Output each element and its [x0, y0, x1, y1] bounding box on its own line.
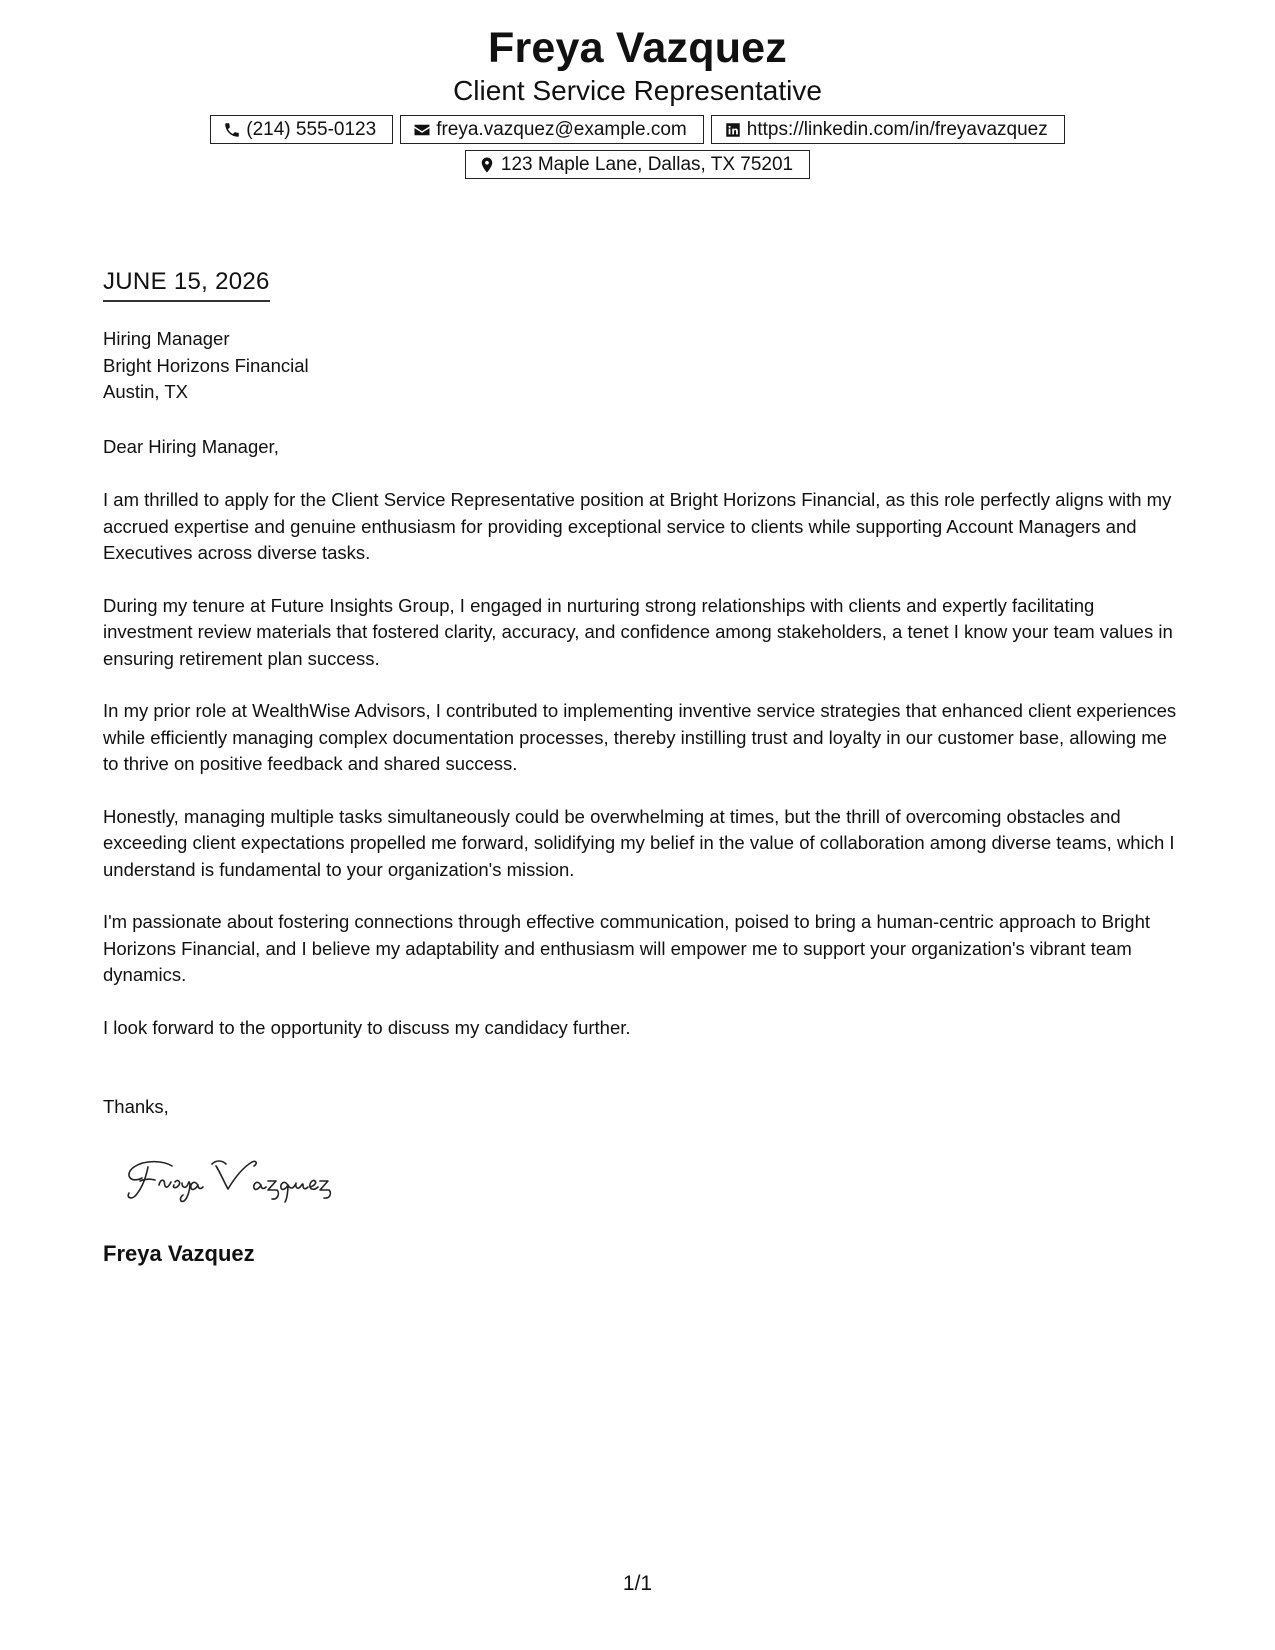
- body-paragraph: I look forward to the opportunity to discuss my candidacy further.: [103, 1016, 631, 1038]
- linkedin-text: https://linkedin.com/in/freyavazquez: [746, 119, 1048, 140]
- contact-row-primary: [0, 115, 1275, 144]
- closing: Thanks,: [103, 1096, 169, 1117]
- body-paragraph: I'm passionate about fostering connections through effective communication, poised to bring a human-centric approach to Bright Horizons Financial, and I believe my adaptability and enthusiasm will empower me to support your organization's vibrant team dynamics.: [103, 911, 1150, 985]
- recipient-line: Bright Horizons Financial: [103, 354, 309, 376]
- body-paragraph: During my tenure at Future Insights Group, I engaged in nurturing strong relationships with clients and expertly facilitating investment review materials that fostered clarity, accuracy, and confidence among stakeholders, a tenet I know your team values in ensuring retirement plan success.: [103, 594, 1173, 669]
- job-title: Client Service Representative: [453, 75, 822, 106]
- body-paragraph: I am thrilled to apply for the Client Service Representative position at Bright Horizons Financial, as this role perfectly aligns with my accrued expertise and genuine enthusiasm for providing exceptional service to clients while supporting Account Managers and Executives across diverse tasks.: [103, 489, 1172, 563]
- signer-name: Freya Vazquez: [103, 1241, 255, 1266]
- phone-chip[interactable]: [210, 115, 393, 144]
- address-chip[interactable]: [465, 150, 810, 179]
- map-pin-icon: [478, 156, 496, 174]
- recipient-line: Austin, TX: [103, 381, 189, 402]
- letter-header: [0, 22, 1275, 179]
- email-text: freya.vazquez@example.com: [436, 119, 687, 140]
- email-chip[interactable]: [400, 115, 704, 144]
- phone-icon: [223, 121, 241, 139]
- address-text: 123 Maple Lane, Dallas, TX 75201: [500, 154, 794, 175]
- recipient-line: Hiring Manager: [103, 328, 230, 349]
- body-paragraph: Honestly, managing multiple tasks simultaneously could be overwhelming at times, but the thrill of overcoming obstacles and exceeding client expectations propelled me forward, solidifying my belief in the value of collaboration among diverse teams, which I understand is fundamental to your organization's mission.: [103, 805, 1175, 880]
- letter-body: [103, 487, 1178, 1067]
- linkedin-icon: [724, 121, 742, 139]
- linkedin-chip[interactable]: [711, 115, 1065, 144]
- page-number: 1/1: [622, 1572, 653, 1595]
- letter-date: JUNE 15, 2026: [103, 266, 270, 302]
- envelope-icon: [413, 121, 431, 139]
- applicant-name: Freya Vazquez: [488, 24, 787, 72]
- contact-row-secondary: [0, 150, 1275, 179]
- body-paragraph: In my prior role at WealthWise Advisors, I contributed to implementing inventive service strategies that enhanced client experiences while efficiently managing complex documentation processes, thereby instilling trust and loyalty in our customer base, allowing me to thrive on positive feedback and shared success.: [103, 700, 1177, 774]
- handwritten-signature: [120, 1148, 350, 1208]
- phone-text: (214) 555-0123: [246, 119, 377, 140]
- recipient-block: [103, 326, 1178, 406]
- salutation: Dear Hiring Manager,: [103, 436, 279, 457]
